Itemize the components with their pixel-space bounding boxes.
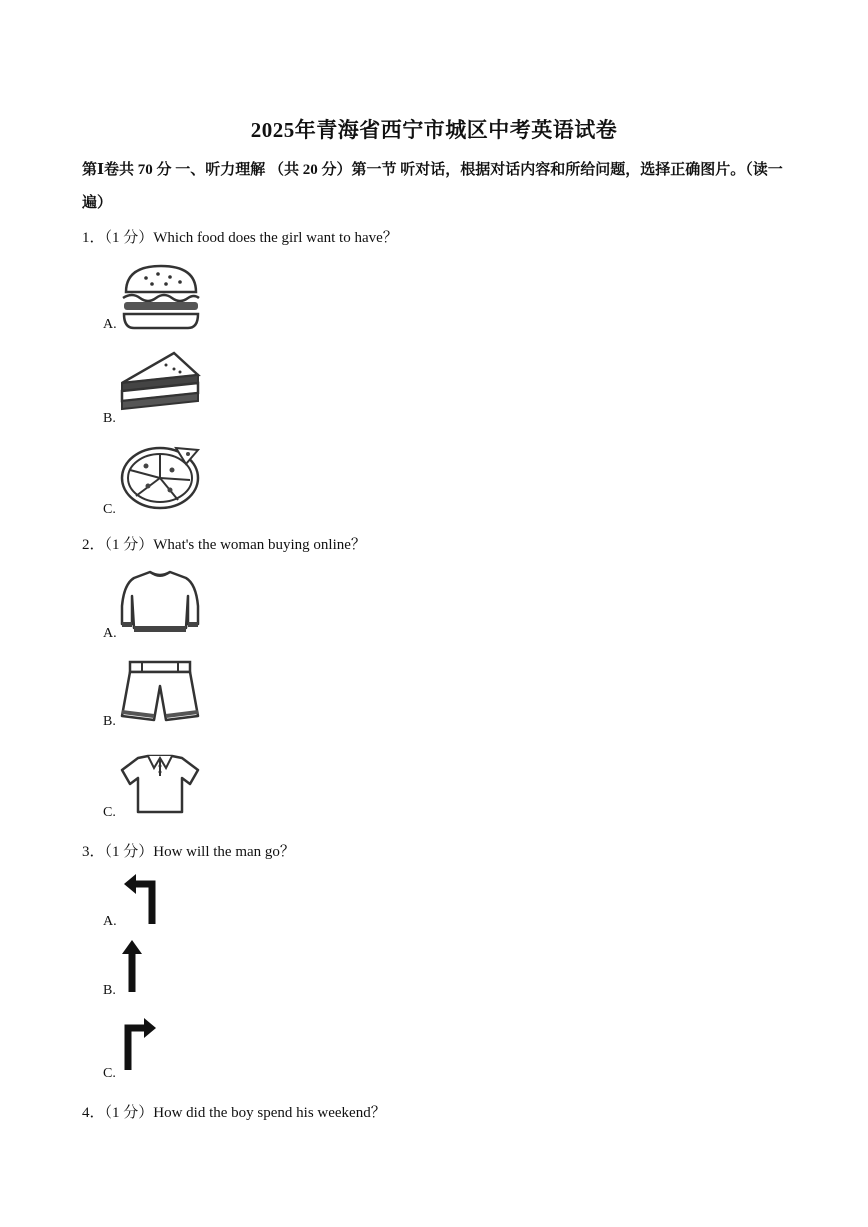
turn-right-arrow-icon — [120, 1014, 160, 1072]
turn-left-arrow-icon — [120, 870, 160, 926]
question-3-stem: 3．（1 分）How will the man go？ — [82, 844, 295, 860]
page-title: 2025年青海省西宁市城区中考英语试卷 — [250, 118, 618, 142]
question-1-stem: 1．（1 分）Which food does the girl want to have？ — [82, 230, 398, 246]
q1-option-a-label: A. — [103, 317, 117, 332]
q2-option-c-label: C. — [103, 805, 116, 820]
hamburger-icon — [118, 262, 204, 332]
pizza-icon — [118, 440, 204, 512]
question-4-stem: 4．（1 分）How did the boy spend his weekend？ — [82, 1105, 386, 1121]
q1-option-c-label: C. — [103, 502, 116, 517]
q2-option-b-label: B. — [103, 714, 116, 729]
q3-option-c-label: C. — [103, 1066, 116, 1081]
section-heading: 第Ⅰ卷共 70 分 一、听力理解 （共 20 分）第一节 听对话，根据对话内容和所给问题，选择正确图片。（读一遍） — [82, 162, 783, 211]
question-2-stem: 2．（1 分）What's the woman buying online？ — [82, 537, 366, 553]
shorts-icon — [118, 658, 202, 724]
q1-option-b-label: B. — [103, 411, 116, 426]
q3-option-a-label: A. — [103, 914, 117, 929]
sweater-icon — [118, 566, 202, 636]
q3-option-b-label: B. — [103, 983, 116, 998]
polo-shirt-icon — [118, 750, 202, 816]
sandwich-icon — [118, 349, 204, 415]
straight-arrow-icon — [120, 938, 150, 994]
q2-option-a-label: A. — [103, 626, 117, 641]
